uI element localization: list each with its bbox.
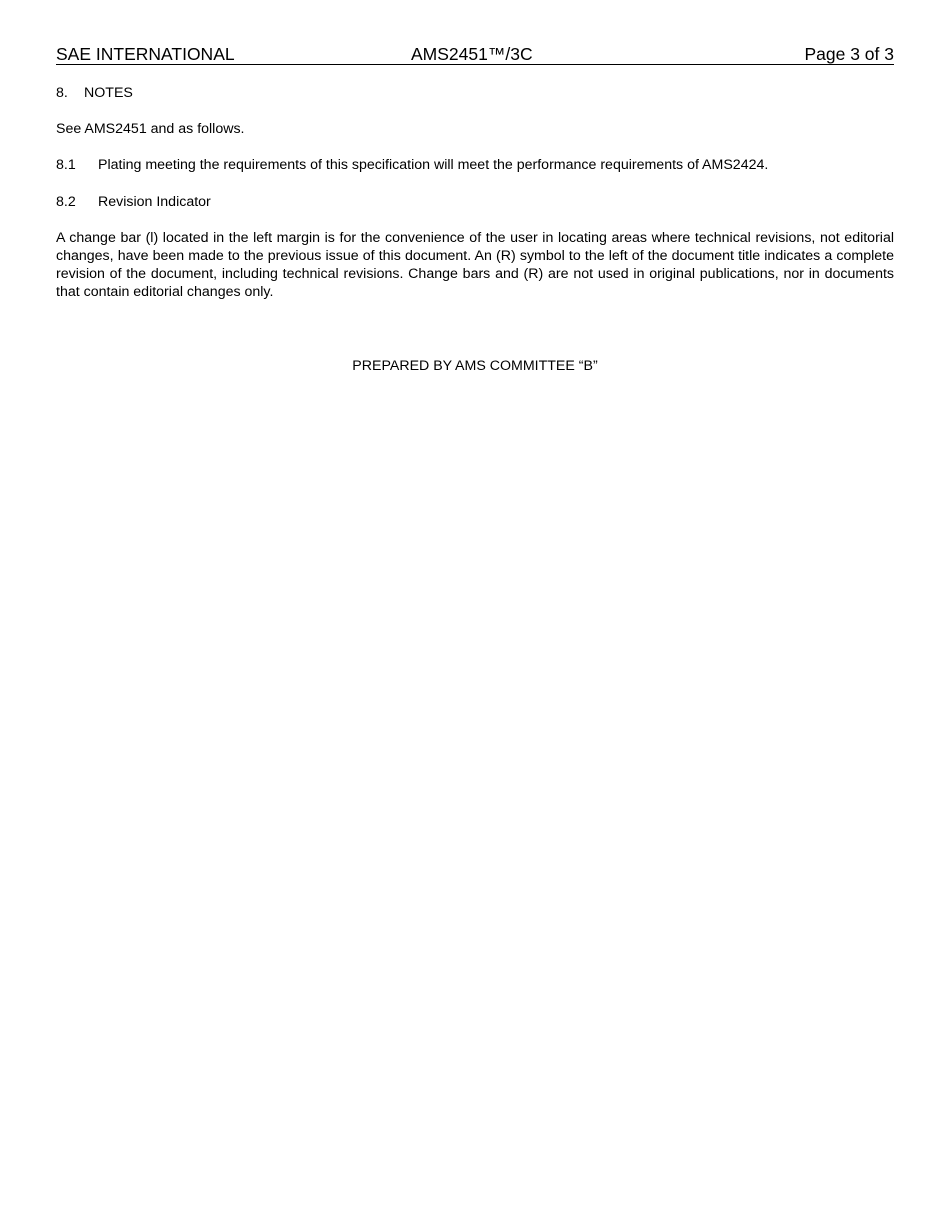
section-title: Revision Indicator [98,194,211,210]
header-document-id: AMS2451™/3C [411,44,533,64]
header-page-number: Page 3 of 3 [804,44,894,64]
header-organization: SAE INTERNATIONAL [56,44,235,64]
section-8-1 [56,156,894,174]
section-number: 8.1 [56,157,76,173]
prepared-by-line: PREPARED BY AMS COMMITTEE “B” [352,358,598,374]
section-8-heading [56,84,894,102]
section-8-2-heading [56,193,894,211]
section-8-intro: See AMS2451 and as follows. [56,121,245,137]
section-number: 8. [56,85,68,101]
section-title: NOTES [84,85,133,101]
section-number: 8.2 [56,194,76,210]
revision-indicator-paragraph: A change bar (l) located in the left margin is for the convenience of the user in locating areas where technical revisions, not editorial changes, have been made to the previous issue of this document. An (R) symbol to the left of the document title indicates a complete revision of the document, including technical revisions. Change bars and (R) are not used in original publications, nor in documents that contain editorial changes only. [56,230,894,300]
section-text: Plating meeting the requirements of this specification will meet the performance requirements of AMS2424. [98,157,769,173]
page-header [56,44,894,65]
